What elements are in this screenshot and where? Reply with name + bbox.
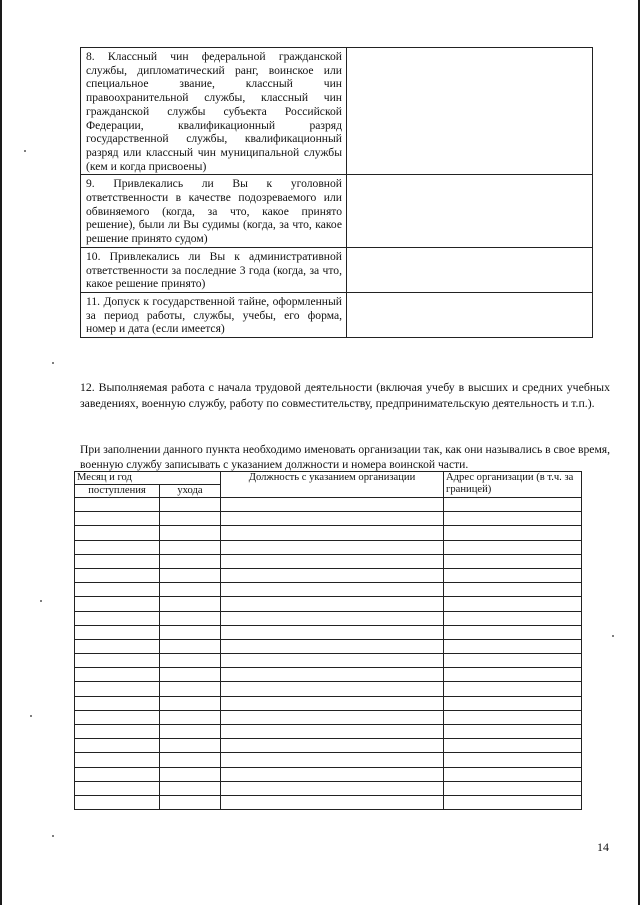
instruction-note: При заполнении данного пункта необходимо именовать организации так, как они назывались в свое время, военную службу записывать с указанием должности и номера воинской части. <box>80 443 611 471</box>
employment-row <box>75 696 582 710</box>
end-date-cell[interactable] <box>160 568 221 582</box>
end-date-cell[interactable] <box>160 498 221 512</box>
employment-row <box>75 725 582 739</box>
start-date-cell[interactable] <box>75 568 160 582</box>
position-cell[interactable] <box>221 583 444 597</box>
start-date-cell[interactable] <box>75 526 160 540</box>
start-date-cell[interactable] <box>75 795 160 809</box>
question-row <box>81 247 593 292</box>
question-number: 11. <box>86 294 101 308</box>
address-cell[interactable] <box>444 639 582 653</box>
end-date-cell[interactable] <box>160 753 221 767</box>
position-cell[interactable] <box>221 668 444 682</box>
employment-row <box>75 540 582 554</box>
employment-row <box>75 498 582 512</box>
question-text <box>81 292 347 337</box>
employment-row <box>75 795 582 809</box>
question-number: 8. <box>86 50 95 63</box>
position-cell[interactable] <box>221 753 444 767</box>
question-label: Привлекались ли Вы к уголовной ответственности в качестве подозреваемого или обвиняемого (когда, за что, какое принято решение), были ли Вы судимы (когда, за что, какое решение принято судом) <box>86 177 342 246</box>
employment-row <box>75 654 582 668</box>
employment-row <box>75 639 582 653</box>
answer-cell[interactable] <box>347 48 593 175</box>
questionnaire-table <box>80 47 593 338</box>
question-row <box>81 292 593 337</box>
position-cell[interactable] <box>221 639 444 653</box>
start-date-cell[interactable] <box>75 781 160 795</box>
end-date-cell[interactable] <box>160 583 221 597</box>
address-cell[interactable] <box>444 696 582 710</box>
end-date-cell[interactable] <box>160 654 221 668</box>
employment-row <box>75 625 582 639</box>
position-cell[interactable] <box>221 696 444 710</box>
question-number: 10. <box>86 249 101 263</box>
address-cell[interactable] <box>444 654 582 668</box>
address-cell[interactable] <box>444 725 582 739</box>
employment-row <box>75 753 582 767</box>
address-cell[interactable] <box>444 597 582 611</box>
position-cell[interactable] <box>221 512 444 526</box>
end-date-cell[interactable] <box>160 781 221 795</box>
end-date-cell[interactable] <box>160 725 221 739</box>
start-date-cell[interactable] <box>75 668 160 682</box>
scan-speck <box>612 635 614 637</box>
end-date-cell[interactable] <box>160 611 221 625</box>
address-cell[interactable] <box>444 753 582 767</box>
start-date-cell[interactable] <box>75 583 160 597</box>
end-date-cell[interactable] <box>160 597 221 611</box>
page-number: 14 <box>597 840 609 854</box>
question-text <box>81 247 347 292</box>
scan-speck <box>52 835 54 837</box>
scan-speck <box>24 150 26 152</box>
month-year-header: Месяц и год <box>75 472 221 485</box>
start-date-cell[interactable] <box>75 654 160 668</box>
start-date-cell[interactable] <box>75 639 160 653</box>
start-date-cell[interactable] <box>75 682 160 696</box>
question-label: Классный чин федеральной гражданской службы, дипломатический ранг, воинское или специальное звание, классный чин правоохранительной службы, классный чин гражданской службы субъекта Российской Федерации, квалификационный разряд государственной службы, квалификационный разряд или классный чин муниципальной службы (кем и когда присвоены) <box>86 50 342 173</box>
scan-speck <box>40 600 42 602</box>
employment-history-table <box>74 471 582 810</box>
employment-row <box>75 526 582 540</box>
start-header: поступления <box>75 485 160 498</box>
question-number: 9. <box>86 177 95 191</box>
end-date-cell[interactable] <box>160 739 221 753</box>
question-label: Привлекались ли Вы к административной ответственности за последние 3 года (когда, за что, какое решение принято) <box>86 249 343 291</box>
address-cell[interactable] <box>444 739 582 753</box>
address-cell[interactable] <box>444 568 582 582</box>
address-cell[interactable] <box>444 781 582 795</box>
address-cell[interactable] <box>444 767 582 781</box>
employment-row <box>75 682 582 696</box>
address-cell[interactable] <box>444 611 582 625</box>
position-header: Должность с указанием организации <box>221 472 444 498</box>
end-date-cell[interactable] <box>160 526 221 540</box>
end-date-cell[interactable] <box>160 767 221 781</box>
question-label: Допуск к государственной тайне, оформленный за период работы, службы, учебы, его форма, номер и дата (если имеется) <box>86 294 343 336</box>
position-cell[interactable] <box>221 526 444 540</box>
position-cell[interactable] <box>221 795 444 809</box>
start-date-cell[interactable] <box>75 512 160 526</box>
position-cell[interactable] <box>221 568 444 582</box>
scan-left-edge <box>0 0 2 905</box>
position-cell[interactable] <box>221 739 444 753</box>
start-date-cell[interactable] <box>75 498 160 512</box>
end-header: ухода <box>160 485 221 498</box>
position-cell[interactable] <box>221 625 444 639</box>
start-date-cell[interactable] <box>75 540 160 554</box>
employment-row <box>75 568 582 582</box>
answer-cell[interactable] <box>347 292 593 337</box>
address-cell[interactable] <box>444 682 582 696</box>
end-date-cell[interactable] <box>160 710 221 724</box>
scan-speck <box>30 715 32 717</box>
end-date-cell[interactable] <box>160 682 221 696</box>
start-date-cell[interactable] <box>75 554 160 568</box>
end-date-cell[interactable] <box>160 625 221 639</box>
start-date-cell[interactable] <box>75 767 160 781</box>
position-cell[interactable] <box>221 710 444 724</box>
address-cell[interactable] <box>444 512 582 526</box>
address-cell[interactable] <box>444 668 582 682</box>
start-date-cell[interactable] <box>75 710 160 724</box>
position-cell[interactable] <box>221 654 444 668</box>
address-cell[interactable] <box>444 795 582 809</box>
position-cell[interactable] <box>221 725 444 739</box>
address-cell[interactable] <box>444 554 582 568</box>
employment-row <box>75 512 582 526</box>
question-row <box>81 48 593 175</box>
start-date-cell[interactable] <box>75 611 160 625</box>
position-cell[interactable] <box>221 767 444 781</box>
position-cell[interactable] <box>221 682 444 696</box>
address-cell[interactable] <box>444 625 582 639</box>
address-cell[interactable] <box>444 498 582 512</box>
employment-row <box>75 781 582 795</box>
address-header: Адрес организации (в т.ч. за границей) <box>444 472 582 498</box>
position-cell[interactable] <box>221 781 444 795</box>
address-cell[interactable] <box>444 526 582 540</box>
start-date-cell[interactable] <box>75 696 160 710</box>
address-cell[interactable] <box>444 540 582 554</box>
position-cell[interactable] <box>221 597 444 611</box>
employment-row <box>75 554 582 568</box>
employment-row <box>75 739 582 753</box>
employment-row <box>75 767 582 781</box>
end-date-cell[interactable] <box>160 795 221 809</box>
position-cell[interactable] <box>221 611 444 625</box>
start-date-cell[interactable] <box>75 597 160 611</box>
employment-row <box>75 611 582 625</box>
position-cell[interactable] <box>221 498 444 512</box>
end-date-cell[interactable] <box>160 512 221 526</box>
question-text <box>81 175 347 248</box>
start-date-cell[interactable] <box>75 725 160 739</box>
end-date-cell[interactable] <box>160 639 221 653</box>
employment-row <box>75 597 582 611</box>
end-date-cell[interactable] <box>160 668 221 682</box>
position-cell[interactable] <box>221 540 444 554</box>
address-cell[interactable] <box>444 710 582 724</box>
start-date-cell[interactable] <box>75 625 160 639</box>
end-date-cell[interactable] <box>160 696 221 710</box>
employment-row <box>75 668 582 682</box>
question-row <box>81 175 593 248</box>
section-12-heading: 12. Выполняемая работа с начала трудовой деятельности (включая учебу в высших и средних учебных заведениях, военную службу, работу по совместительству, предпринимательскую деятельность и т.п.). <box>80 380 610 410</box>
answer-cell[interactable] <box>347 175 593 248</box>
question-text <box>81 48 347 175</box>
scan-speck <box>52 362 54 364</box>
end-date-cell[interactable] <box>160 554 221 568</box>
position-cell[interactable] <box>221 554 444 568</box>
address-cell[interactable] <box>444 583 582 597</box>
employment-row <box>75 710 582 724</box>
answer-cell[interactable] <box>347 247 593 292</box>
end-date-cell[interactable] <box>160 540 221 554</box>
start-date-cell[interactable] <box>75 753 160 767</box>
start-date-cell[interactable] <box>75 739 160 753</box>
employment-row <box>75 583 582 597</box>
